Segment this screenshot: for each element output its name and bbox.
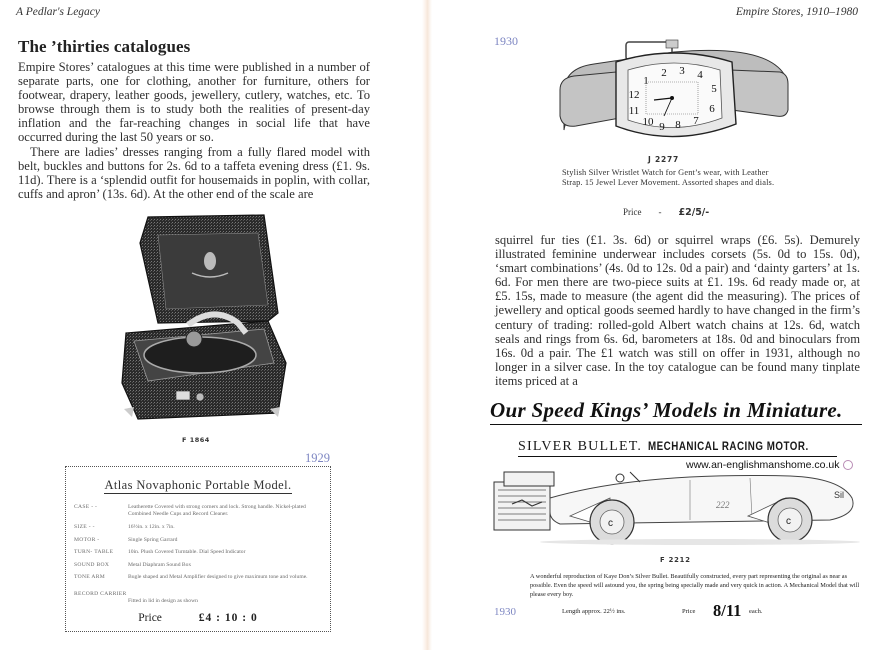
watch-price	[623, 207, 709, 218]
spec-row	[74, 549, 326, 556]
svg-text:7: 7	[693, 115, 699, 127]
paragraph: There are ladies’ dresses ranging from a fully flared model with belt, buckles and buttons for 2s. 6d to a taffeta evening dress (£1. 9s. 11d). There is a ‘splendid outfit for housemaids in poplin, with collar, cuffs and apron’ (13s. 6d). At the other end of the scale are	[18, 144, 370, 201]
svg-text:8: 8	[675, 119, 681, 131]
spec-row	[74, 504, 326, 518]
price-dash: -	[658, 207, 662, 217]
product-name: SILVER BULLET.	[518, 439, 643, 454]
svg-text:11: 11	[628, 105, 640, 117]
spec-value: Bugle shaped and Metal Amplifier designed to give maximum tone and volume.	[128, 574, 308, 580]
price-label: Price	[623, 207, 642, 217]
book-gutter	[422, 0, 432, 650]
spec-key: CASE - -	[74, 504, 98, 510]
left-page	[0, 0, 426, 650]
silver-bullet-racing-car-illustration	[490, 468, 862, 548]
right-body-text: squirrel fur ties (£1. 3s. 6d) or squirrel wraps (£6. 5s). Demurely illustrated feminine underwear includes corsets (5s. 0d to 15s. 0d), ‘smart combinations’ (4s. 0d to 12s. 0d a pair) and ‘dainty garters’ at 1s. 6d. For men there are two-piece suits at £1. 19s. 6d ready made or, at £5. 15s, made to measure (the agent did the measuring). The prices of jewellery and optical goods seemed hardly to have changed in the firm’s century of trading: rolled-gold Albert watch chains at 12s. 6d, watch seals and rings from 6s. 6d, barometers at 18s. 0d and binoculars from 16s. 0d a pair. The £1 watch was still on offer in 1931, although no longer in a silver case. In the toy catalogue can be found many tinplate items priced at a	[495, 233, 860, 388]
spec-key: TONE ARM	[74, 574, 106, 580]
price-label: Price	[682, 608, 696, 615]
running-head-left: A Pedlar's Legacy	[16, 6, 101, 18]
svg-text:12: 12	[628, 89, 640, 101]
figure-code: F 1864	[182, 436, 210, 444]
year-annotation: 1930	[494, 606, 516, 618]
svg-text:10: 10	[642, 116, 654, 128]
price-value: £2/5/-	[678, 207, 710, 218]
svg-text:9: 9	[659, 121, 665, 133]
section-title: The ’thirties catalogues	[18, 37, 191, 56]
svg-text:Sil: Sil	[834, 490, 845, 500]
price-value: 8/11	[713, 601, 742, 620]
spec-key: MOTOR -	[74, 537, 100, 543]
spec-value: Leatherette Covered with strong corners and lock. Strong handle. Nickel-plated Combined Needle Cups and Record Cleaner.	[128, 504, 306, 517]
spec-row	[74, 574, 326, 581]
spec-row	[74, 591, 326, 605]
advert-price	[66, 612, 330, 624]
spec-key: SOUND BOX	[74, 562, 110, 568]
price-label: Price	[138, 612, 162, 624]
left-body-text	[18, 60, 370, 201]
car-description: A wonderful reproduction of Kaye Don’s Silver Bullet. Beautifully constructed, every part representing the original as near as possible. Even the speed will astound you, the spring being specially made and very quick in action. A Mechanical Model that will please every boy.	[530, 573, 860, 598]
figure-code: J 2277	[648, 155, 680, 164]
year-annotation: 1929	[305, 451, 330, 465]
spec-value: 10in. Plush Covered Turntable. Dial Speed Indicator	[128, 549, 246, 555]
atlas-advert-box	[65, 466, 331, 632]
portable-gramophone-illustration	[118, 213, 290, 421]
spec-value: Fitted in lid in design as shown	[128, 598, 198, 604]
product-type: MECHANICAL RACING MOTOR.	[648, 441, 809, 453]
svg-text:2: 2	[661, 67, 667, 79]
spec-key: SIZE - -	[74, 524, 95, 530]
spec-value: Single Spring Garrard	[128, 537, 178, 543]
spec-row	[74, 524, 326, 531]
spec-value: Metal Diaphram Sound Box	[128, 562, 192, 568]
svg-text:1: 1	[643, 75, 649, 87]
price-suffix: each.	[749, 608, 763, 615]
svg-text:6: 6	[709, 103, 715, 115]
spec-row	[74, 537, 326, 544]
spec-key: RECORD CARRIER	[74, 591, 127, 597]
advert-title: Atlas Novaphonic Portable Model.	[104, 478, 292, 492]
year-annotation: 1930	[494, 34, 518, 48]
car-length: Length approx. 22½ ins.	[562, 608, 626, 615]
figure-code: F 2212	[660, 556, 691, 564]
right-page	[432, 0, 874, 650]
svg-text:222: 222	[716, 500, 730, 510]
svg-text:5: 5	[711, 83, 717, 95]
spec-row	[74, 562, 326, 569]
spec-key: TURN- TABLE	[74, 549, 114, 555]
svg-text:4: 4	[697, 69, 703, 81]
price-value: £4 : 10 : 0	[198, 612, 258, 624]
spec-value: 16½in. x 12in. x 7in.	[128, 524, 175, 530]
watermark-url: www.an-englishmanshome.co.uk	[686, 459, 840, 471]
svg-text:3: 3	[679, 65, 685, 77]
advert-headline: Our Speed Kings’ Models in Miniature.	[490, 398, 862, 425]
product-heading	[518, 439, 837, 457]
svg-text:c: c	[608, 518, 613, 529]
paragraph: Empire Stores’ catalogues at this time were published in a number of separate parts, one for clothing, another for furniture, others for footwear, drapery, leather goods, jewellery, cutlery, watches, etc. To browse through them is to study both the realities of present-day inflation and the far-reaching changes in social life that have occurred during the last 50 years or so.	[18, 60, 370, 145]
watch-description: Stylish Silver Wristlet Watch for Gent’s wear, with Leather Strap. 15 Jewel Lever Movement. Assorted shapes and dials.	[562, 168, 775, 187]
wristlet-watch-illustration	[554, 30, 794, 152]
svg-text:c: c	[786, 516, 791, 527]
running-head-right: Empire Stores, 1910–1980	[735, 6, 858, 18]
